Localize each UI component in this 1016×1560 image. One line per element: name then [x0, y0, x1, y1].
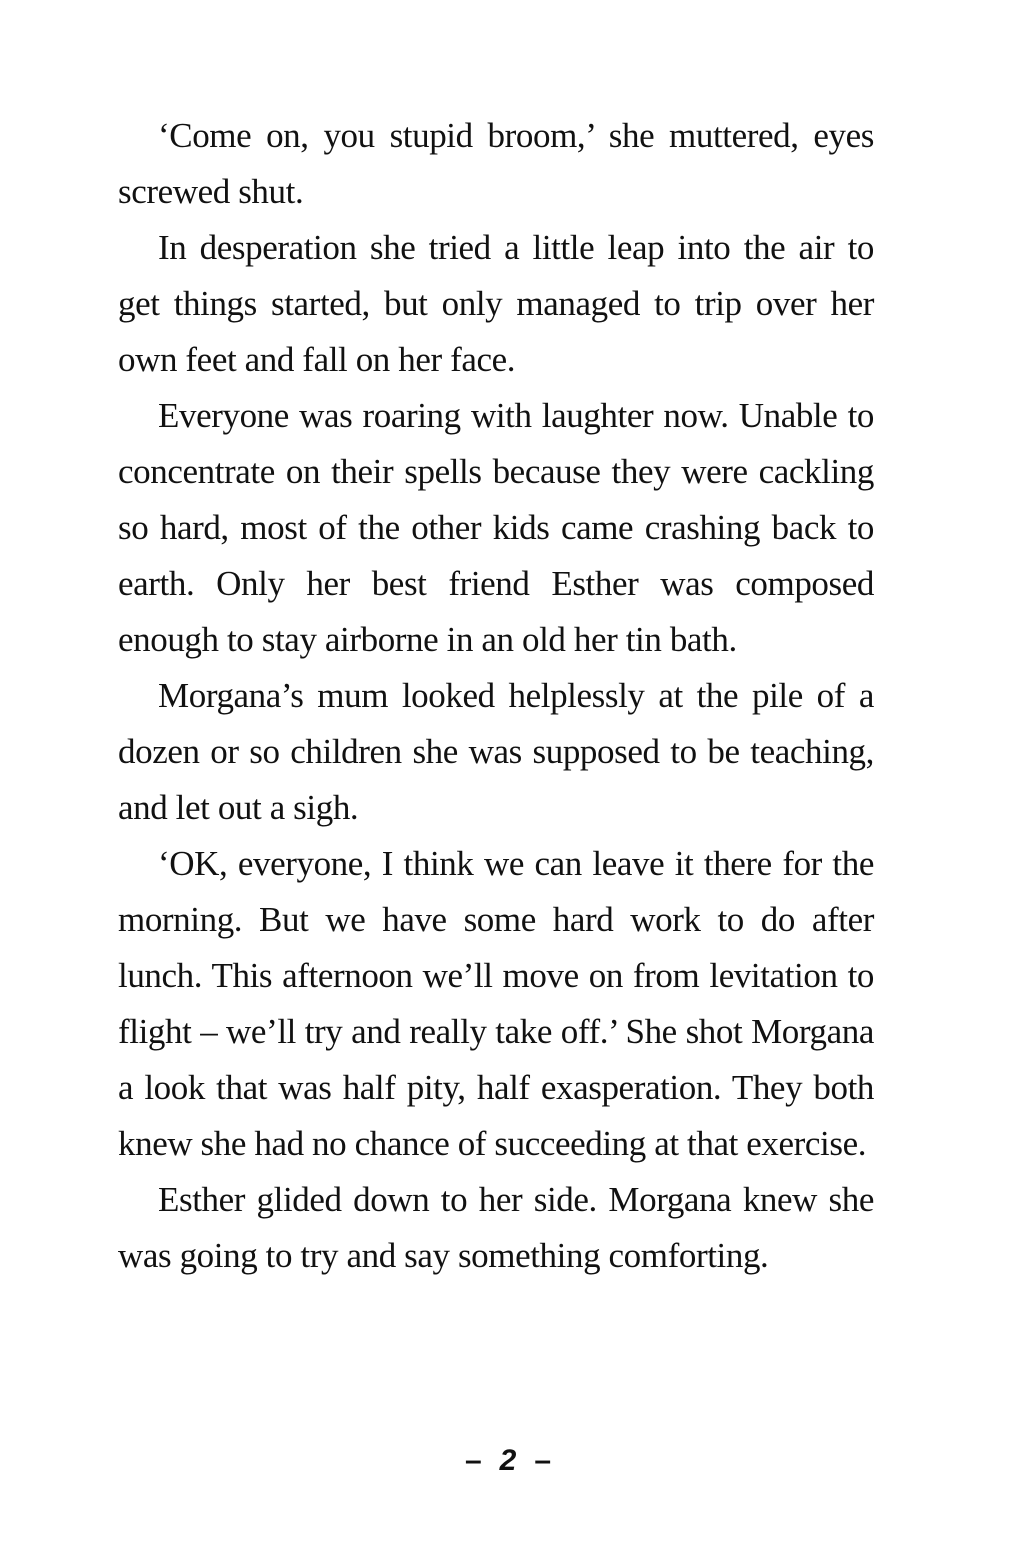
- paragraph-3: Everyone was roaring with laughter now. Unable to concentrate on their spells because they were cackling so hard, most of the other kids came crashing back to earth. Only her best friend Esther was composed enough to stay airborne in an old her tin bath.: [118, 396, 874, 659]
- page-number: 2: [499, 1444, 517, 1477]
- footer-dash-right: –: [534, 1444, 552, 1477]
- paragraph-6: Esther glided down to her side. Morgana knew she was going to try and say something comforting.: [118, 1180, 874, 1275]
- footer-dash-left: –: [464, 1444, 482, 1477]
- paragraph-4: Morgana’s mum looked helplessly at the pile of a dozen or so children she was supposed to be teaching, and let out a sigh.: [118, 676, 874, 827]
- paragraph-2: In desperation she tried a little leap into the air to get things started, but only managed to trip over her own feet and fall on her face.: [118, 228, 874, 379]
- paragraph-1: ‘Come on, you stupid broom,’ she muttered, eyes screwed shut.: [118, 116, 874, 211]
- paragraph-5: ‘OK, everyone, I think we can leave it there for the morning. But we have some hard work to do after lunch. This afternoon we’ll move on from levitation to flight – we’ll try and really take off.’ She shot Morgana a look that was half pity, half exasperation. They both knew she had no chance of succeeding at that exercise.: [118, 844, 874, 1163]
- page-footer: [0, 1444, 1016, 1478]
- page-body: [118, 108, 874, 1284]
